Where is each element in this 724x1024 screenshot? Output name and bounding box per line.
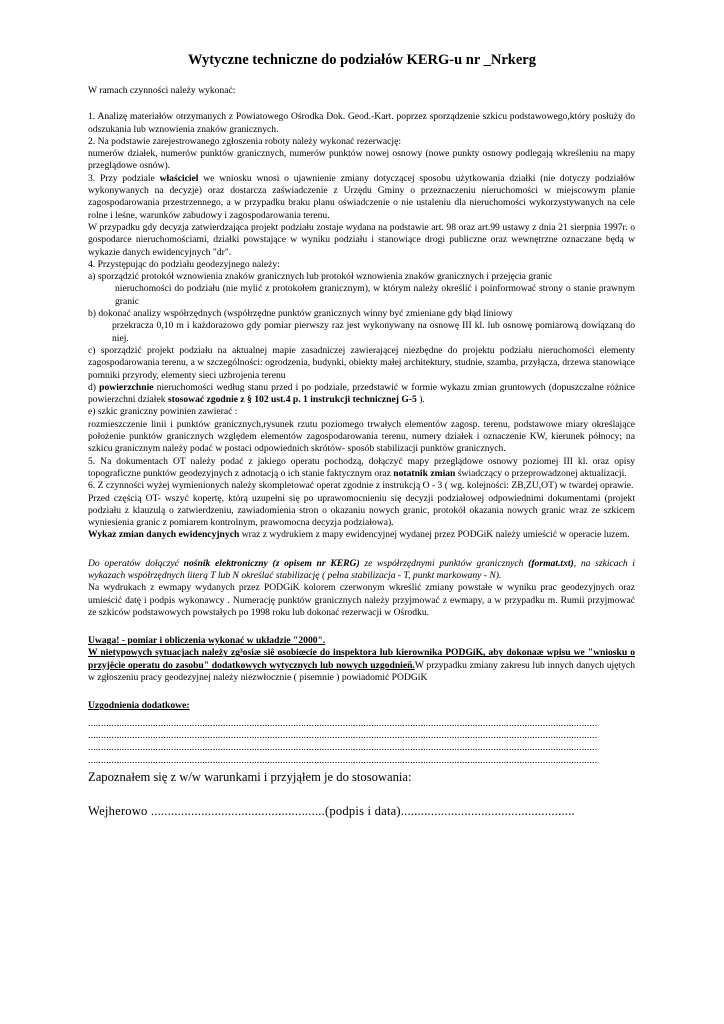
uzgodnienia-line-4: .................................................................................................................................................................................................... [88, 754, 598, 766]
item-4a-line2: nieruchomości do podziału (nie mylić z protokołem granicznym), w którym należy określić i poinformować strony o stanie prawnym granic [115, 283, 635, 307]
acceptance-statement: Zapoznałem się z w/w warunkami i przyjąłem je do stosowania: [88, 769, 412, 784]
item-7: Przed częścią OT- wszyć kopertę, którą uzupełni się po uprawomocnieniu się decyzji podziałowej odpowiednimi dokumentami (projekt podziału z klauzulą o zatwierdzeniu, zawiadomienia stron o okazaniu nowych granic, protokół okazania nowych granic wraz ze szkicem wyniesienia granic z pomiarem kontrolnym, prawomocna decyzja podziałowa). [88, 492, 635, 529]
operat-note-i3: , na szkicach i wykazach współrzędnych literą T lub N określać stabilizację ( pełna stabilizacja - T, punkt markowany - N). [88, 557, 636, 581]
item-2-detail: numerów działek, numerów punktów granicznych, numerów punktów nowej osnowy (nowe punkty osnowy podlegają wkreśleniu na mapy przeglądowe osnów). [88, 148, 635, 172]
item-3-decision: W przypadku gdy decyzja zatwierdzająca projekt podziału zostaje wydana na podstawie art. 98 oraz art.99 ustawy z dnia 21 sierpnia 1997r. o gospodarce nieruchomościami, działki powstające w wyniku podziału i stanowiące drogi publiczne oraz wewnętrzne oznaczane będą w wykazie danych ewidencyjnych "dr". [88, 221, 635, 258]
item-4d-mid: nieruchomości według stanu przed i po podziale, przedstawić w formie wykazu zmian gruntowych (dopuszczalne różnice powierzchni działek [88, 381, 635, 406]
uzgodnienia-heading [88, 700, 635, 712]
operat-note-b1: nośnik elektroniczny (z opisem nr KERG) [183, 557, 360, 569]
item-4b-line2: przekracza 0,10 m i każdorazowo gdy pomiar pierwszy raz jest wykonywany na osnowę III kl. lub osnowę pomiarową dowiązaną do niej. [112, 320, 635, 344]
item-8-post: wraz z wydrukiem z mapy ewidencyjnej wydanej przez PODGiK należy umieścić w operacie luzem. [239, 529, 630, 541]
item-8-bold: Wykaz zmian danych ewidencyjnych [88, 529, 240, 541]
item-4a-line1: a) sporządzić protokół wznowienia znaków granicznych lub protokół wznowienia znaków granicznych i przejęcia granic [88, 271, 553, 283]
item-2: 2. Na podstawie zarejestrowanego zgłoszenia roboty należy wykonać rezerwację: [88, 135, 401, 147]
intro-text: W ramach czynności należy wykonać: [88, 85, 236, 96]
item-4e: e) szkic graniczny powinien zawierać : [88, 406, 238, 418]
item-5-bold: notatnik zmian [393, 467, 456, 479]
warning-line2-text: W nietypowych sytuacjach należy zg³osiæ siê osobiœcie do inspektora lub kierownika PODGiK, aby dokonaæ wpisu we "wniosku o przyjêcie operatu do zasobu" dodatkowych wytycznych lub nowych uzgodnieñ. [88, 647, 635, 671]
item-3-bold: właściciel [159, 172, 199, 184]
item-6: 6. Z czynności wyżej wymienionych należy skompletować operat zgodnie z instrukcją O - 3 ( wg. kolejności: ZB,ZU,OT) w twardej oprawie. [88, 480, 634, 492]
document-title: Wytyczne techniczne do podziałów KERG-u nr _Nrkerg [188, 52, 536, 68]
warning-line1-text: Uwaga! - pomiar i obliczenia wykonać w układzie "2000". [88, 635, 326, 647]
ewmapa-note: Na wydrukach z ewmapy wydanych przez PODGiK kolorem czerwonym wkreślić zmiany powstałe w wyniku prac geodezyjnych oraz umieścić datę i podpis wykonawcy . Numerację punktów granicznych należy przyjmować z ewmapy, a w przypadku m. Rumii przyjmować ze szkiców podstawowych powstałych po 1998 roku lub dokonać rezerwacji w Ośrodku. [88, 582, 635, 618]
item-5-post: świadczący o przeprowadzonej aktualizacji. [455, 467, 627, 479]
uzgodnienia-heading-text: Uzgodnienia dodatkowe: [88, 700, 190, 712]
warning-line2 [88, 647, 635, 684]
item-4d [88, 382, 635, 407]
operat-note-b2: (format.txt) [528, 557, 574, 569]
warning-line1 [88, 635, 635, 647]
signature-line: Wejherowo ....................................................(podpis i data).................................................... [88, 803, 575, 818]
operat-note-i1: Do operatów dołączyć [88, 557, 184, 569]
document-body [88, 85, 635, 819]
item-5 [88, 456, 635, 481]
operat-note-i2: ze współrzędnymi punktów granicznych [359, 557, 529, 569]
uzgodnienia-line-2: .................................................................................................................................................................................................... [88, 729, 598, 741]
item-3 [88, 173, 635, 222]
item-4c: c) sporządzić projekt podziału na aktualnej mapie zasadniczej zawierającej niezbędne do projektu podziału nieruchomości elementy zagospodarowania terenu, a w szczególności: ogrodzenia, budynki, obiekty małej architektury, studnie, szamba, przyłącza, drzewa stanowiące pomniki przyrody, elementy sieci uzbrojenia terenu [88, 344, 635, 381]
item-4d-pre: d) [88, 381, 100, 393]
uzgodnienia-line-3: .................................................................................................................................................................................................... [88, 742, 598, 754]
item-4d-post: ). [416, 394, 425, 406]
item-3-pre: 3. Przy podziale [88, 172, 160, 184]
item-4d-bold: powierzchnie [99, 381, 154, 393]
item-4b-line1: b) dokonać analizy współrzędnych (współrzędne punktów granicznych winny być zmieniane gdy błąd liniowy [88, 308, 513, 320]
item-4e-body: rozmieszczenie linii i punktów granicznych,rysunek rzutu poziomego trwałych elementów zagosp. terenu, podstawowe miary określające położenie punktów granicznych względem elementów zagospodarowania terenu, numery działek i oznaczenie KW, kierunek północy; na szkicu granicznym należy podać w postaci odpowiednich skrótów- sposób stabilizacji punktów granicznych. [88, 418, 635, 455]
uzgodnienia-line-1: .................................................................................................................................................................................................... [88, 717, 598, 729]
warning-line2-post: W przypadku zmiany zakresu lub innych danych ujętych w zgłoszeniu pracy geodezyjnej należy niezwłocznie ( pisemnie ) powiadomić PODGiK [88, 659, 635, 684]
item-3-post: we wniosku wnosi o ujawnienie zmiany dotyczącej sposobu użytkowania działki (nie dotyczy podziałów wykonywanych na decyzje) oraz dostarcza zaświadczenie z Urzędu Gminy o przeznaczeniu nieruchomości w miejscowym planie zagospodarowania przestrzennego, a w przypadku braku planu oświadczenie o nie ustaleniu dla nieruchomości wykorzystywanych na cele rolne i leśne, warunków zabudowy i zagospodarowania terenu. [88, 172, 635, 221]
operat-note [88, 558, 635, 583]
item-4: 4. Przystępując do podziału geodezyjnego należy: [88, 258, 280, 270]
item-4d-bold2: stosować zgodnie z § 102 ust.4 p. 1 instrukcji technicznej G-5 [167, 394, 417, 406]
item-1: 1. Analizę materiałów otrzymanych z Powiatowego Ośrodka Dok. Geod.-Kart. poprzez sporządzenie szkicu podstawowego,który posłuży do odszukania lub wznowienia znaków granicznych. [88, 111, 635, 135]
item-8 [88, 529, 635, 541]
item-5-pre: 5. Na dokumentach OT należy podać z jakiego operatu pochodzą, dołączyć mapy przeglądowe osnowy poziomej III kl. oraz opisy topograficzne punktów geodezyjnych z adnotacją o ich stanie faktycznym oraz [88, 455, 635, 479]
